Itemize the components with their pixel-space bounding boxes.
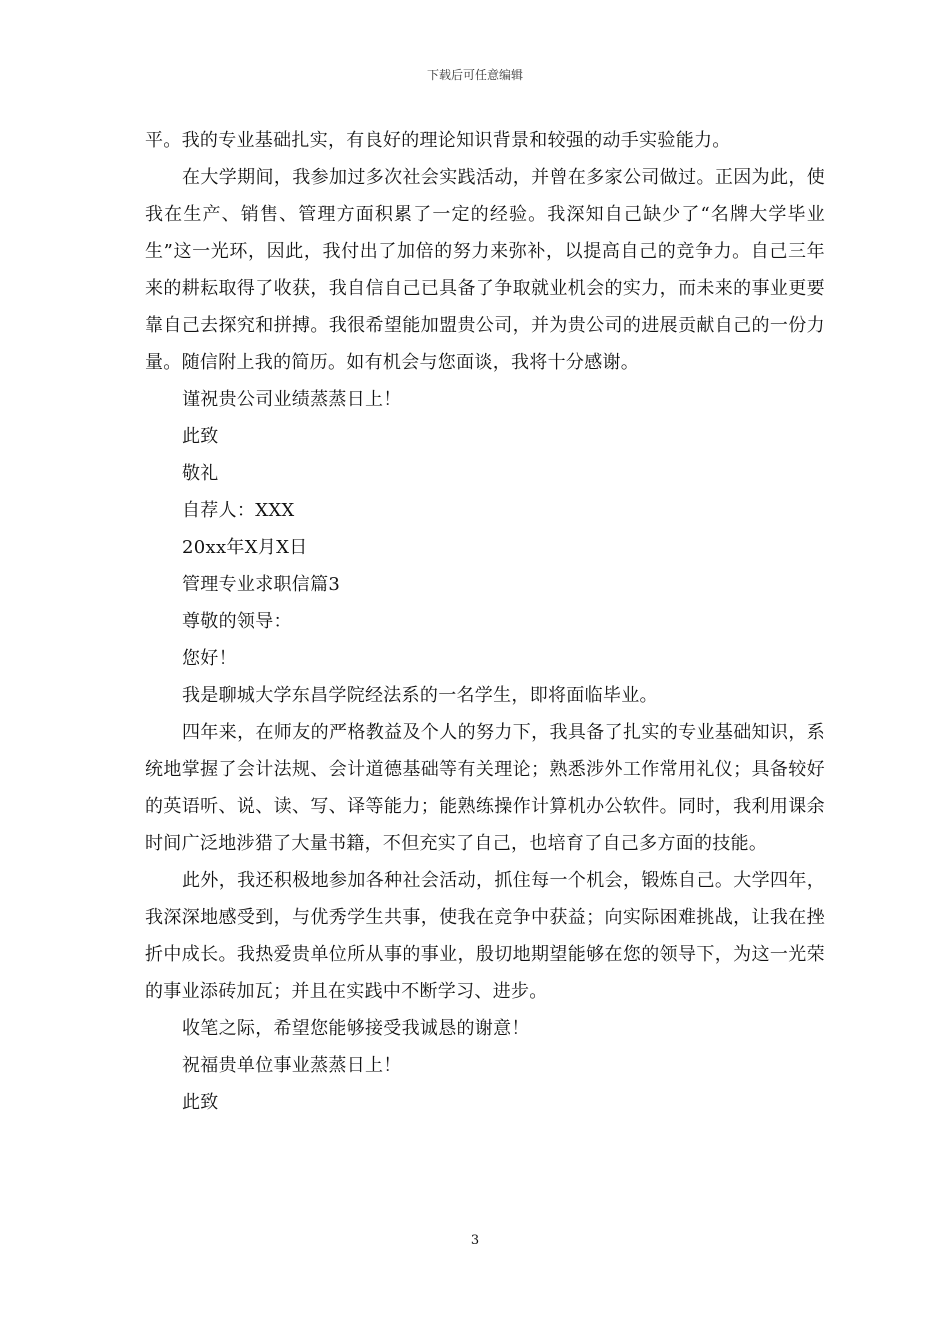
paragraph-thanks: 收笔之际，希望您能够接受我诚恳的谢意！ — [182, 1018, 530, 1039]
paragraph-experience: 在大学期间，我参加过多次社会实践活动，并曾在多家公司做过。正因为此，使我在生产、销售、管理方面积累了一定的经验。我深知自己缺少了“名牌大学毕业生”这一光环，因此，我付出了加倍的努力来弥补，以提高自己的竞争力。自己三年来的耕耘取得了收获，我自信自己已具备了争取就业机会的实力，而未来的事业更要靠自己去探究和拼搏。我很希望能加盟贵公司，并为贵公司的进展贡献自己的一份力量。随信附上我的简历。如有机会与您面谈，我将十分感谢。 — [145, 167, 825, 373]
paragraph-activities: 此外，我还积极地参加各种社会活动，抓住每一个机会，锻炼自己。大学四年，我深深地感受到，与优秀学生共事，使我在竞争中获益；向实际困难挑战，让我在挫折中成长。我热爱贵单位所从事的事业，殷切地期望能够在您的领导下，为这一光荣的事业添砖加瓦；并且在实践中不断学习、进步。 — [145, 870, 825, 1002]
paragraph-continuation: 平。我的专业基础扎实，有良好的理论知识背景和较强的动手实验能力。 — [145, 130, 731, 151]
greeting-recipient: 尊敬的领导： — [182, 611, 292, 632]
closing-wish: 谨祝贵公司业绩蒸蒸日上！ — [182, 389, 402, 410]
signature-name: 自荐人：XXX — [182, 500, 295, 521]
page-number: 3 — [470, 1233, 480, 1248]
salutation-cizhi-final: 此致 — [182, 1092, 219, 1113]
salutation-cizhi: 此致 — [182, 426, 219, 447]
greeting-hello: 您好！ — [182, 648, 237, 669]
paragraph-skills: 四年来，在师友的严格教益及个人的努力下，我具备了扎实的专业基础知识，系统地掌握了会计法规、会计道德基础等有关理论；熟悉涉外工作常用礼仪；具备较好的英语听、说、读、写、译等能力；能熟练操作计算机办公软件。同时，我利用课余时间广泛地涉猎了大量书籍，不但充实了自己，也培育了自己多方面的技能。 — [145, 722, 825, 854]
paragraph-introduction: 我是聊城大学东昌学院经法系的一名学生，即将面临毕业。 — [182, 685, 658, 706]
document-body — [145, 122, 825, 1121]
paragraph-blessing: 祝福贵单位事业蒸蒸日上！ — [182, 1055, 402, 1076]
section-title: 管理专业求职信篇3 — [182, 574, 341, 595]
page-header: 下载后可任意编辑 — [426, 68, 523, 82]
salutation-jingli: 敬礼 — [182, 463, 219, 484]
signature-date: 20xx年X月X日 — [182, 537, 308, 558]
